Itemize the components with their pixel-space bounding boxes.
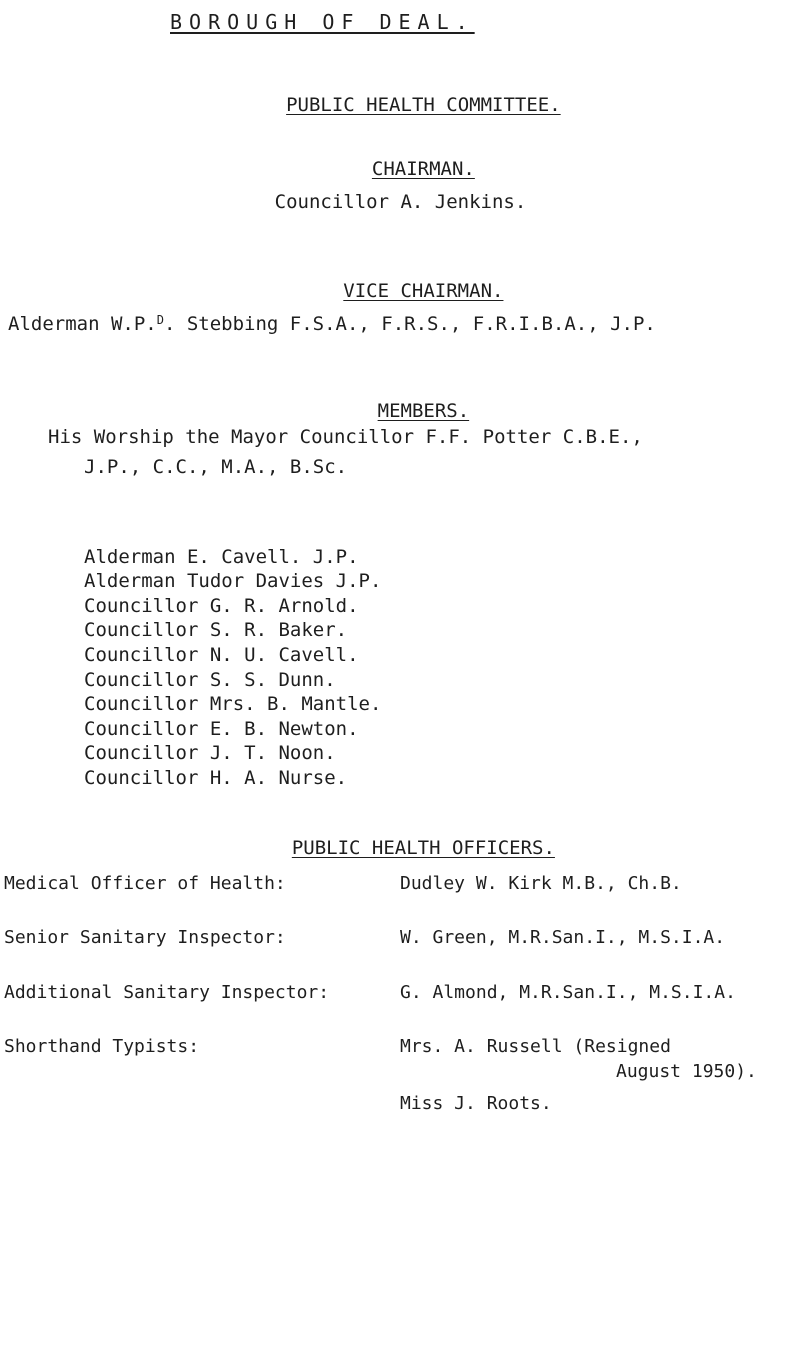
member-item: Councillor S. R. Baker. [84, 619, 348, 642]
members-title: MEMBERS. [377, 400, 470, 422]
members-list [84, 520, 381, 840]
member-item: Councillor N. U. Cavell. [84, 643, 359, 666]
officer-name: W. Green, M.R.San.I., M.S.I.A. [400, 927, 726, 948]
officer-extra-typist: Miss J. Roots. [400, 1093, 552, 1114]
officer-name: G. Almond, M.R.San.I., M.S.I.A. [400, 982, 736, 1003]
member-item: Alderman E. Cavell. J.P. [84, 545, 359, 568]
member-item: Councillor E. B. Newton. [84, 717, 359, 740]
vice-chairman-name-prefix: Alderman W.P. [8, 313, 157, 335]
officer-role: Medical Officer of Health: [4, 873, 286, 894]
chairman-name: Councillor A. Jenkins. [274, 191, 527, 213]
officer-role: Additional Sanitary Inspector: [4, 982, 330, 1003]
member-item: Councillor Mrs. B. Mantle. [84, 693, 382, 716]
officer-role: Shorthand Typists: [4, 1036, 200, 1057]
officer-name: Dudley W. Kirk M.B., Ch.B. [400, 873, 682, 894]
officers-title: PUBLIC HEALTH OFFICERS. [291, 837, 555, 859]
chairman-title: CHAIRMAN. [371, 158, 475, 180]
vice-chairman-title: VICE CHAIRMAN. [343, 280, 504, 302]
officer-role: Senior Sanitary Inspector: [4, 927, 286, 948]
borough-heading: BOROUGH OF DEAL. [170, 10, 475, 34]
officer-name-continued: August 1950). [616, 1061, 757, 1082]
member-item: Councillor H. A. Nurse. [84, 766, 348, 789]
committee-heading: PUBLIC HEALTH COMMITTEE. [286, 94, 561, 116]
member-item: Councillor J. T. Noon. [84, 742, 336, 765]
mayor-line-2: J.P., C.C., M.A., B.Sc. [84, 456, 348, 478]
officer-name: Mrs. A. Russell (Resigned [400, 1036, 671, 1057]
vice-chairman-name-sup: D [156, 313, 164, 327]
member-item: Councillor G. R. Arnold. [84, 594, 359, 617]
vice-chairman-name [8, 313, 656, 335]
member-item: Councillor S. S. Dunn. [84, 668, 336, 691]
vice-chairman-name-rest: . Stebbing F.S.A., F.R.S., F.R.I.B.A., J.P. [163, 313, 656, 335]
mayor-line-1: His Worship the Mayor Councillor F.F. Potter C.B.E., [48, 426, 643, 448]
member-item: Alderman Tudor Davies J.P. [84, 570, 382, 593]
